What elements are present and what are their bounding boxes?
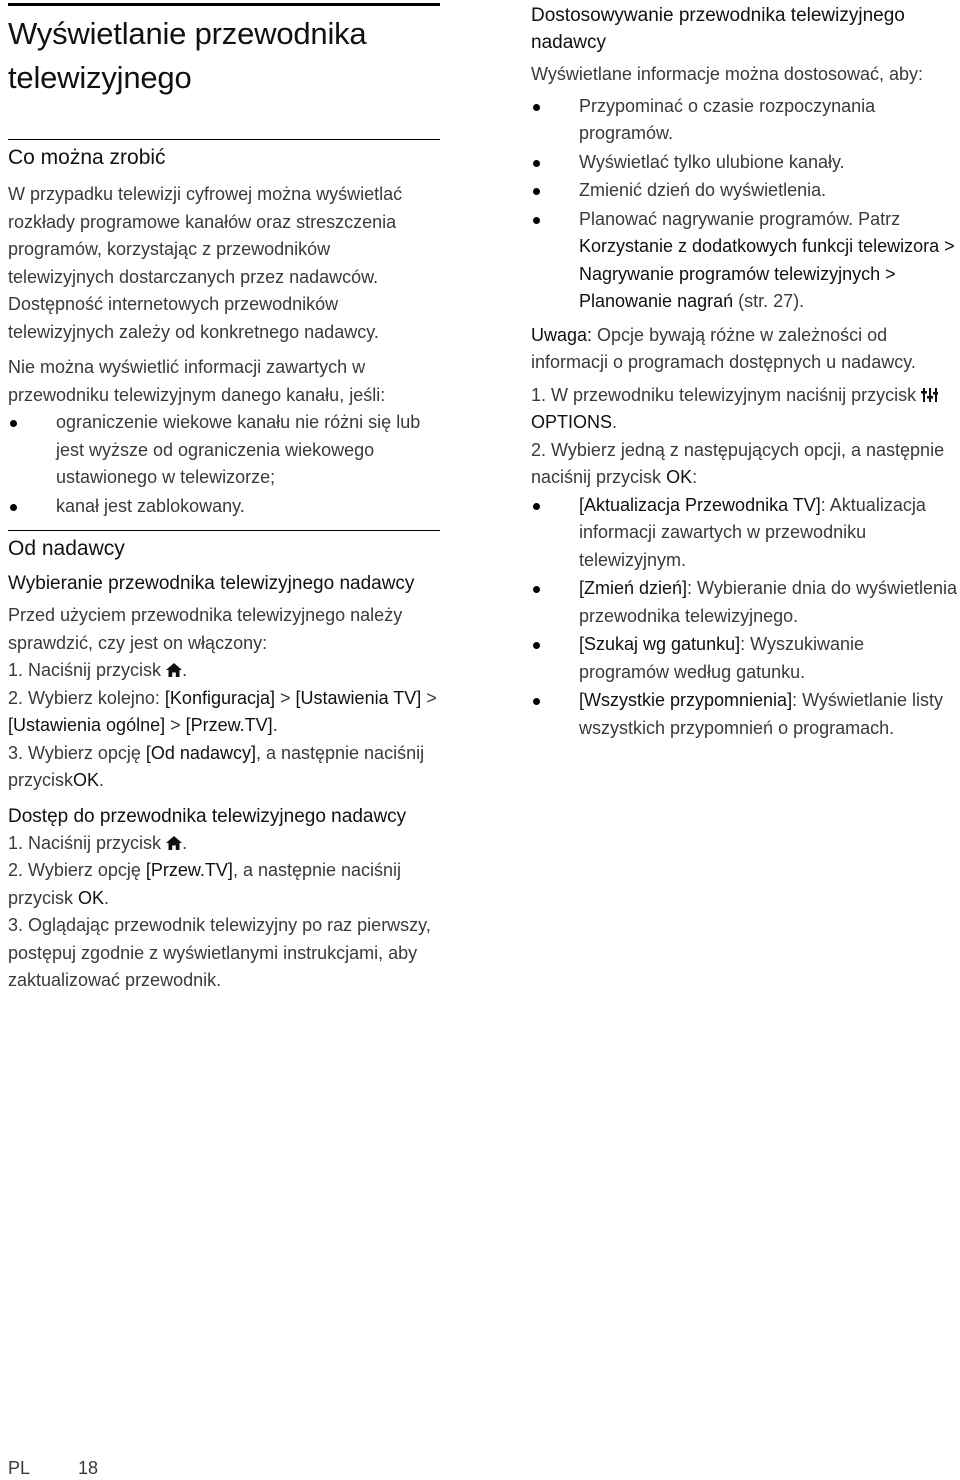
page-number: 18 <box>78 1458 99 1478</box>
bullet-icon <box>533 160 540 167</box>
note-label: Uwaga: <box>531 324 593 345</box>
options-icon <box>921 388 938 402</box>
section-title-from-broadcaster: Od nadawcy <box>8 537 125 560</box>
list-item: Planować nagrywanie programów. Patrz Korzystanie z dodatkowych funkcji telewizora > Nagrywanie programów telewizyjnych > Planowanie nagrań (str. 27). <box>531 206 959 316</box>
bullet-icon <box>533 104 540 111</box>
bullet-icon <box>533 503 540 510</box>
select-guide-subhead: Wybieranie przewodnika telewizyjnego nadawcy <box>8 573 415 594</box>
bullet-icon <box>533 698 540 705</box>
bullet-icon <box>533 586 540 593</box>
bullet-icon <box>533 642 540 649</box>
list-item: kanał jest zablokowany. <box>8 493 440 521</box>
list-item: [Szukaj wg gatunku]: Wyszukiwanie programów według gatunku. <box>531 631 959 686</box>
list-item: [Zmień dzień]: Wybieranie dnia do wyświetlenia przewodnika telewizyjnego. <box>531 575 959 630</box>
list-item: [Aktualizacja Przewodnika TV]: Aktualizacja informacji zawartych w przewodniku telewizyjnym. <box>531 492 959 575</box>
cross-reference-link: Korzystanie z dodatkowych funkcji telewizora > Nagrywanie programów telewizyjnych > Planowanie nagrań <box>579 236 955 311</box>
list-item: [Wszystkie przypomnienia]: Wyświetlanie listy wszystkich przypomnień o programach. <box>531 687 959 742</box>
home-icon <box>166 836 182 850</box>
customize-guide-subhead: Dostosowywanie przewodnika telewizyjnego nadawcy <box>531 5 905 53</box>
customize-step-1: 1. W przewodniku telewizyjnym naciśnij przycisk OPTIONS. <box>531 382 959 437</box>
select-guide-intro: Przed użyciem przewodnika telewizyjnego należy sprawdzić, czy jest on włączony: <box>8 605 403 653</box>
list-item: Zmienić dzień do wyświetlenia. <box>531 177 959 205</box>
left-column <box>8 0 440 995</box>
select-step-2: 2. Wybierz kolejno: [Konfiguracja] > [Ustawienia TV] > [Ustawienia ogólne] > [Przew.TV]. <box>8 687 437 735</box>
access-step-3: 3. Oglądając przewodnik telewizyjny po raz pierwszy, postępuj zgodnie z wyświetlanymi instrukcjami, aby zaktualizować przewodnik. <box>8 915 431 990</box>
select-step-3: 3. Wybierz opcję [Od nadawcy], a następnie naciśnij przyciskOK. <box>8 742 425 790</box>
select-step-1: 1. Naciśnij przycisk . <box>8 660 188 680</box>
section-title-what-can-do: Co można zrobić <box>8 146 166 169</box>
access-guide-subhead: Dostęp do przewodnika telewizyjnego nadawcy <box>8 805 407 827</box>
customize-list <box>531 93 959 316</box>
bullet-icon <box>533 188 540 195</box>
language-code: PL <box>8 1458 31 1478</box>
title-rule <box>8 3 440 6</box>
section-rule <box>8 530 440 531</box>
customize-intro: Wyświetlane informacje można dostosować, aby: <box>531 64 924 84</box>
restriction-list <box>8 409 440 520</box>
list-item: ograniczenie wiekowe kanału nie różni się lub jest wyższe od ograniczenia wiekowego ustawionego w telewizorze; <box>8 409 440 492</box>
bullet-icon <box>10 420 17 427</box>
access-step-2: 2. Wybierz opcję [Przew.TV], a następnie naciśnij przycisk OK. <box>8 860 402 908</box>
list-item: Przypominać o czasie rozpoczynania programów. <box>531 93 959 148</box>
bullet-icon <box>533 217 540 224</box>
access-step-1: 1. Naciśnij przycisk . <box>8 832 188 853</box>
list-item: Wyświetlać tylko ulubione kanały. <box>531 149 959 177</box>
home-icon <box>166 663 182 677</box>
intro-paragraph: W przypadku telewizji cyfrowej można wyświetlać rozkłady programowe kanałów oraz streszczenia programów, korzystając z przewodników telewizyjnych dostarczanych przez nadawców. Dostępność internetowych przewodników telewizyjnych zależy od konkretnego nadawcy. <box>8 184 403 342</box>
note-paragraph: Uwaga: Opcje bywają różne w zależności od informacji o programach dostępnych u nadawcy. <box>531 324 916 372</box>
bullet-icon <box>10 504 17 511</box>
customize-step-2: 2. Wybierz jedną z następujących opcji, a następnie naciśnij przycisk OK: <box>531 439 945 487</box>
options-list <box>531 492 959 743</box>
page-footer <box>8 1456 98 1480</box>
page-title: Wyświetlanie przewodnika telewizyjnego <box>8 16 367 95</box>
right-column <box>531 0 959 743</box>
restriction-paragraph: Nie można wyświetlić informacji zawartych w przewodniku telewizyjnym danego kanału, jeśli: <box>8 357 386 405</box>
section-rule <box>8 139 440 140</box>
